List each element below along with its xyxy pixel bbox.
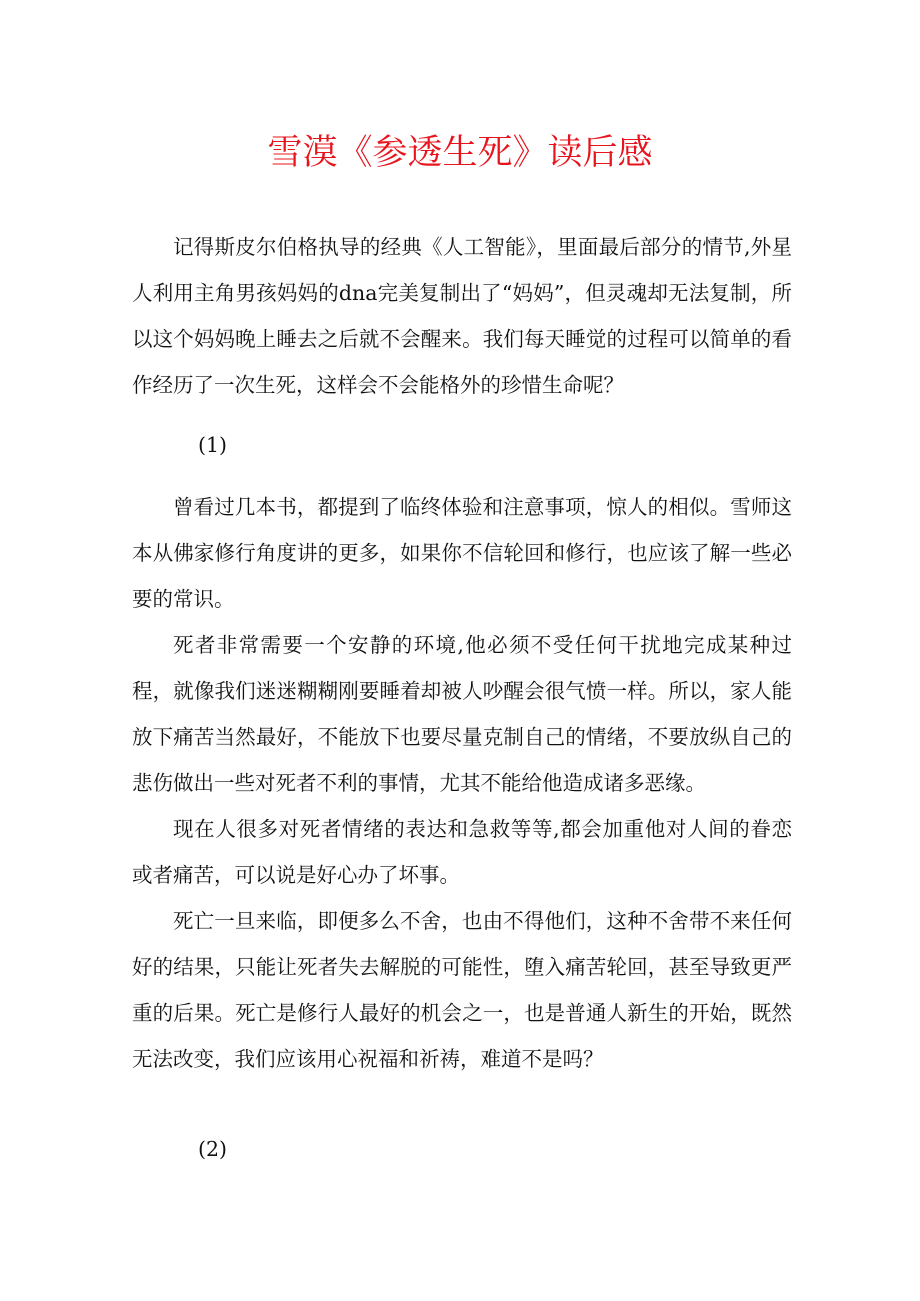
- paragraph-emotions: 现在人很多对死者情绪的表达和急救等等,都会加重他对人间的眷恋或者痛苦，可以说是好心办了坏事。: [132, 817, 792, 887]
- paragraph-books: 曾看过几本书，都提到了临终体验和注意事项，惊人的相似。雪师这本从佛家修行角度讲的更多，如果你不信轮回和修行，也应该了解一些必要的常识。: [132, 495, 792, 611]
- section-marker-1: (1): [198, 433, 228, 457]
- paragraph-intro: 记得斯皮尔伯格执导的经典《人工智能》，里面最后部分的情节,外星人利用主角男孩妈妈的dna完美复制出了“妈妈”，但灵魂却无法复制，所以这个妈妈晚上睡去之后就不会醒来。我们每天睡觉的过程可以简单的看作经历了一次生死，这样会不会能格外的珍惜生命呢？: [132, 235, 792, 397]
- paragraph-death: 死亡一旦来临，即便多么不舍，也由不得他们，这种不舍带不来任何好的结果，只能让死者失去解脱的可能性，堕入痛苦轮回，甚至导致更严重的后果。死亡是修行人最好的机会之一，也是普通人新生的开始，既然无法改变，我们应该用心祝福和祈祷，难道不是吗？: [132, 909, 792, 1071]
- section-marker-2: (2): [198, 1137, 228, 1161]
- paragraph-quiet-environment: 死者非常需要一个安静的环境,他必须不受任何干扰地完成某种过程，就像我们迷迷糊糊刚要睡着却被人吵醒会很气愤一样。所以，家人能放下痛苦当然最好，不能放下也要尽量克制自己的情绪，不要放纵自己的悲伤做出一些对死者不利的事情，尤其不能给他造成诸多恶缘。: [132, 633, 792, 795]
- document-title: 雪漠《参透生死》读后感: [267, 133, 653, 173]
- intro-section: [132, 224, 792, 408]
- main-section: [132, 484, 792, 1082]
